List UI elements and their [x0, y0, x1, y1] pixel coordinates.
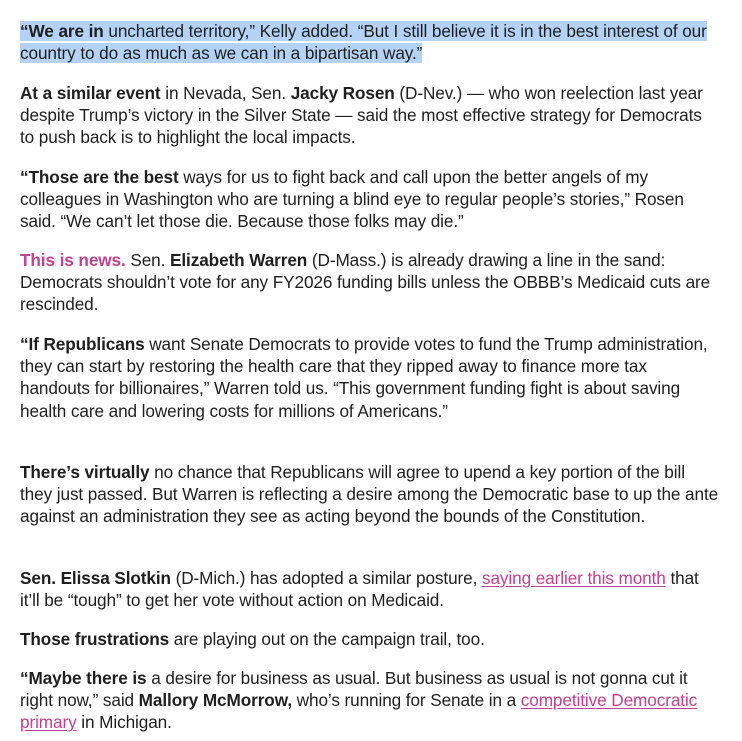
paragraph-rosen-quote: [20, 166, 720, 233]
paragraph-lead: Those frustrations: [20, 629, 170, 649]
paragraph-text: Sen.: [125, 250, 170, 270]
paragraph-text: ways for us to fight back and call upon the better angels of my colleagues in Washington who are turning a blind eye to regular people’s stories,” Rosen said. “We can’t let those die. Because those folks may die.”: [20, 167, 684, 232]
paragraph-frustrations: [20, 628, 720, 650]
paragraph-text: no chance that Republicans will agree to upend a key portion of the bill they just passed. But Warren is reflecting a desire among the Democratic base to up the ante against an administration they see as acting beyond the bounds of the Constitution.: [20, 462, 719, 527]
paragraph-text: (D-Mass.) is already drawing a line in the sand: Democrats shouldn’t vote for any FY2026 funding bills unless the OBBB’s Medicaid cuts are rescinded.: [20, 250, 711, 315]
paragraph-text: who’s running for Senate in a: [292, 690, 521, 711]
paragraph-text: want Senate Democrats to provide votes to fund the Trump administration, they can start by restoring the health care that they ripped away to finance more tax handouts for billionaires,” Warren told us. “This government funding fight is about saving health care and lowering costs for millions of Americans.”: [20, 334, 708, 421]
paragraph-lead: Sen. Elissa Slotkin: [20, 568, 171, 588]
paragraph-warren-news: [20, 249, 720, 316]
paragraph-republicans-chance: [20, 461, 720, 528]
person-name: Mallory McMorrow,: [138, 690, 292, 711]
paragraph-lead: “Maybe there is: [20, 668, 147, 688]
paragraph-kelly-quote: [20, 20, 720, 64]
paragraph-text: uncharted territory,” Kelly added. “But I still believe it is in the best interest of our country to do as much as we can in a bipartisan way.”: [20, 21, 707, 64]
paragraph-lead: At a similar event: [20, 83, 161, 103]
paragraph-text: (D-Mich.) has adopted a similar posture,: [170, 568, 482, 588]
paragraph-lead: There’s virtually: [20, 462, 150, 482]
paragraph-lead: “We are in: [20, 21, 104, 41]
paragraph-text: a desire for business as usual. But business as usual is not gonna cut it right now,” said: [20, 668, 688, 711]
paragraph-lead: “If Republicans: [20, 334, 145, 354]
paragraph-warren-quote: [20, 333, 720, 422]
primary-race-link[interactable]: competitive Democratic primary: [20, 690, 698, 733]
paragraph-text: (D-Nev.) — who won reelection last year despite Trump’s victory in the Silver State — said the most effective strategy for Democrats to push back is to highlight the local impacts.: [20, 83, 703, 148]
paragraph-text: that it’ll be “tough” to get her vote without action on Medicaid.: [20, 568, 699, 611]
paragraph-mcmorrow: [20, 667, 720, 734]
paragraph-lead: “Those are the best: [20, 167, 179, 187]
paragraph-text: in Nevada, Sen.: [160, 83, 291, 103]
paragraph-rosen-event: [20, 82, 720, 149]
person-name: Jacky Rosen: [290, 83, 395, 103]
news-label: This is news.: [20, 250, 126, 270]
paragraph-text: are playing out on the campaign trail, too.: [169, 629, 485, 649]
slotkin-article-link[interactable]: saying earlier this month: [481, 568, 666, 588]
person-name: Elizabeth Warren: [170, 250, 308, 270]
paragraph-text: in Michigan.: [76, 712, 172, 733]
selected-text-highlight[interactable]: [20, 21, 707, 63]
paragraph-slotkin: [20, 567, 720, 611]
